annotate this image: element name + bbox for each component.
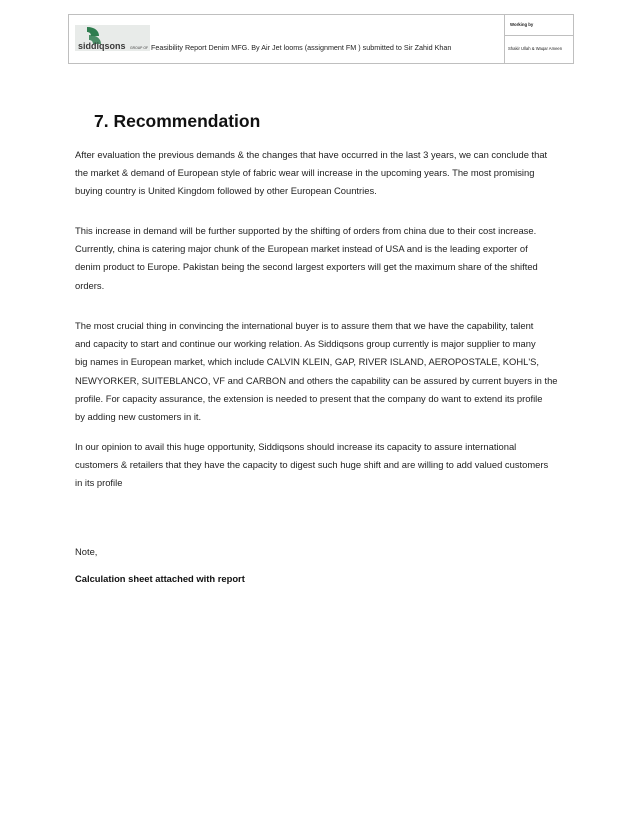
paragraph-line: Currently, china is catering major chunk of the European market instead of USA and is the leading exporter of bbox=[75, 243, 528, 255]
paragraph-line: orders. bbox=[75, 279, 105, 291]
siddiqsons-logo bbox=[75, 25, 150, 51]
paragraph-line: denim product to Europe. Pakistan being the second largest exporters will get the maximum share of the shifted bbox=[75, 261, 538, 273]
header-title-cell bbox=[69, 15, 505, 63]
report-title: Feasibility Report Denim MFG. By Air Jet looms (assignment FM ) submitted to Sir Zahid Khan bbox=[151, 43, 452, 52]
header-authors-cell bbox=[504, 15, 573, 63]
working-by-label: Working by bbox=[510, 22, 534, 27]
paragraph-line: profile. For capacity assurance, the extension is needed to present that the company do want to extend its profile bbox=[75, 392, 543, 404]
paragraph-line: After evaluation the previous demands & the changes that have occurred in the last 3 years, we can conclude that bbox=[75, 149, 548, 160]
paragraph-line: the market & demand of European style of fabric wear will increase in the upcoming years. The most promising bbox=[75, 167, 535, 179]
paragraph-line: in its profile bbox=[75, 477, 123, 489]
paragraph-3 bbox=[75, 317, 575, 426]
paragraph-line: The most crucial thing in convincing the international buyer is to assure them that we have the capability, talent bbox=[75, 320, 534, 331]
paragraph-1 bbox=[75, 146, 575, 201]
note-text: Note, bbox=[75, 546, 98, 557]
paragraph-line: big names in European market, which include CALVIN KLEIN, GAP, RIVER ISLAND, AEROPOSTALE, KOHL'S, bbox=[75, 356, 539, 368]
paragraph-line: buying country is United Kingdom followed by other European Countries. bbox=[75, 185, 377, 197]
paragraph-line: NEWYORKER, SUITEBLANCO, VF and CARBON and others the capability can be assured by current buyers in the bbox=[75, 374, 558, 386]
logo-wordmark: siddiqsons bbox=[78, 41, 126, 51]
working-by-names: Shakir Ullah & Waqar Ameen bbox=[508, 46, 563, 51]
attachment-note: Calculation sheet attached with report bbox=[75, 573, 245, 584]
paragraph-line: In our opinion to avail this huge opportunity, Siddiqsons should increase its capacity to assure international bbox=[75, 441, 517, 452]
paragraph-4 bbox=[75, 438, 575, 493]
logo-subtext: GROUP OF bbox=[130, 46, 149, 50]
page-header bbox=[68, 14, 574, 64]
paragraph-line: customers & retailers that they have the capacity to digest such huge shift and are willing to add valued customers bbox=[75, 459, 549, 471]
paragraph-line: This increase in demand will be further supported by the shifting of orders from china due to their cost increase. bbox=[75, 225, 537, 236]
paragraph-line: and capacity to start and continue our working relation. As Siddiqsons group currently is major supplier to many bbox=[75, 338, 536, 350]
section-heading: 7. Recommendation bbox=[94, 111, 261, 131]
paragraph-line: by adding new customers in it. bbox=[75, 411, 202, 423]
paragraph-2 bbox=[75, 222, 575, 295]
header-divider bbox=[504, 35, 573, 36]
